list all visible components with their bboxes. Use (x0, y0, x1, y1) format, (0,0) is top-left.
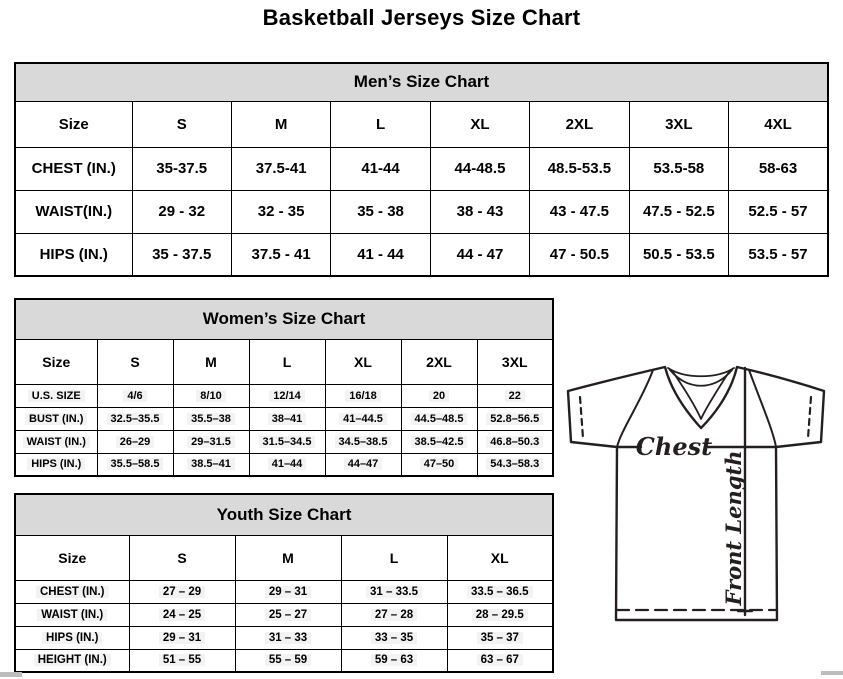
youth-chest-in-l (341, 580, 447, 603)
mens-hips-in-m (231, 233, 330, 276)
womens-label-bust-in-text: BUST (IN.) (25, 413, 87, 425)
youth-col-l-text: L (389, 549, 399, 566)
youth-hips-in-xl-text: 35 – 37 (477, 632, 523, 644)
mens-waist-in-xl (430, 190, 529, 233)
youth-col-xl-text: XL (490, 549, 509, 566)
womens-bust-in-3xl-text: 52.8–56.5 (486, 413, 543, 425)
youth-chest-in-m-text: 29 – 31 (265, 586, 311, 598)
mens-chest-in-4xl (729, 147, 828, 190)
womens-hips-in-2xl-text: 47–50 (420, 458, 459, 470)
mens-title (15, 63, 828, 101)
womens-col-size-text: Size (42, 353, 71, 370)
youth-hips-in-m (235, 626, 341, 649)
mens-row-chest-in (15, 147, 828, 190)
womens-u-s-size-2xl (401, 384, 477, 407)
womens-bust-in-l (249, 407, 325, 430)
youth-height-in-xl-text: 63 – 67 (477, 654, 523, 666)
youth-chest-in-xl-text: 33.5 – 36.5 (467, 586, 533, 598)
womens-bust-in-m (173, 407, 249, 430)
mens-label-hips-in (15, 233, 132, 276)
youth-waist-in-s (129, 603, 235, 626)
womens-col-s (97, 339, 173, 384)
womens-u-s-size-3xl-text: 22 (505, 390, 525, 402)
mens-label-waist-in-text: WAIST(IN.) (35, 203, 113, 220)
mens-label-chest-in-text: CHEST (IN.) (31, 160, 116, 177)
youth-hips-in-l-text: 33 – 35 (371, 632, 417, 644)
womens-u-s-size-m-text: 8/10 (196, 390, 225, 402)
youth-height-in-xl (447, 649, 553, 672)
youth-height-in-m-text: 55 – 59 (265, 654, 311, 666)
womens-bust-in-xl-text: 41–44.5 (339, 413, 387, 425)
mens-hips-in-3xl-text: 50.5 - 53.5 (642, 245, 715, 263)
mens-col-m-text: M (274, 115, 288, 133)
womens-waist-in-m (173, 430, 249, 453)
mens-hips-in-xl-text: 44 - 47 (456, 245, 504, 263)
mens-chest-in-xl-text: 44-48.5 (454, 160, 506, 177)
mens-hips-in-2xl (530, 233, 629, 276)
mens-waist-in-3xl (629, 190, 728, 233)
youth-title-text: Youth Size Chart (216, 504, 352, 524)
mens-chest-in-l (331, 147, 430, 190)
womens-col-m (173, 339, 249, 384)
mens-label-chest-in (15, 147, 132, 190)
youth-waist-in-s-text: 24 – 25 (159, 609, 205, 621)
womens-u-s-size-s (97, 384, 173, 407)
mens-hips-in-s-text: 35 - 37.5 (152, 245, 212, 263)
youth-label-waist-in-text: WAIST (IN.) (37, 609, 107, 621)
mens-row-waist-in (15, 190, 828, 233)
mens-col-l-text: L (375, 115, 386, 133)
youth-col-l (341, 535, 447, 580)
mens-col-s-text: S (176, 115, 187, 133)
youth-chest-in-xl (447, 580, 553, 603)
womens-hips-in-s-text: 35.5–58.5 (107, 458, 164, 470)
womens-waist-in-3xl-text: 46.8–50.3 (486, 436, 543, 448)
youth-chest-in-s-text: 27 – 29 (159, 586, 205, 598)
left-sleeve-stitch-dashes (580, 397, 583, 438)
mens-waist-in-l (331, 190, 430, 233)
womens-row-bust-in (15, 407, 553, 430)
youth-chest-in-l-text: 31 – 33.5 (366, 586, 422, 598)
womens-label-waist-in (15, 430, 97, 453)
womens-u-s-size-m (173, 384, 249, 407)
womens-waist-in-xl-text: 34.5–38.5 (335, 436, 392, 448)
youth-waist-in-m (235, 603, 341, 626)
youth-label-height-in (15, 649, 129, 672)
youth-size-table (14, 493, 554, 673)
jersey-measurement-diagram (558, 358, 840, 630)
mens-label-waist-in (15, 190, 132, 233)
mens-chest-in-3xl (629, 147, 728, 190)
mens-header-row (15, 101, 828, 147)
youth-col-size-text: Size (58, 549, 87, 566)
scrollbar-fragment-left[interactable] (0, 672, 22, 677)
mens-col-xl-text: XL (470, 115, 490, 133)
womens-waist-in-m-text: 29–31.5 (187, 436, 235, 448)
mens-hips-in-4xl-text: 53.5 - 57 (748, 245, 808, 263)
mens-hips-in-s (132, 233, 231, 276)
womens-bust-in-3xl (477, 407, 553, 430)
mens-chest-in-m-text: 37.5-41 (255, 160, 307, 177)
womens-row-u-s-size (15, 384, 553, 407)
womens-u-s-size-xl-text: 16/18 (345, 390, 381, 402)
mens-waist-in-4xl-text: 52.5 - 57 (748, 203, 808, 220)
mens-waist-in-l-text: 35 - 38 (357, 203, 404, 220)
mens-waist-in-4xl (729, 190, 828, 233)
womens-row-hips-in (15, 453, 553, 476)
mens-hips-in-m-text: 37.5 - 41 (251, 245, 311, 263)
womens-hips-in-m-text: 38.5–41 (187, 458, 235, 470)
mens-waist-in-xl-text: 38 - 43 (456, 203, 504, 220)
womens-waist-in-l (249, 430, 325, 453)
womens-bust-in-xl (325, 407, 401, 430)
mens-waist-in-2xl-text: 43 - 47.5 (549, 203, 609, 220)
mens-waist-in-m-text: 32 - 35 (257, 203, 305, 220)
mens-col-m (231, 101, 330, 147)
mens-chest-in-xl (430, 147, 529, 190)
collar-back-line (668, 368, 734, 376)
womens-bust-in-m-text: 35.5–38 (187, 413, 235, 425)
mens-label-hips-in-text: HIPS (IN.) (39, 245, 108, 263)
womens-col-3xl (477, 339, 553, 384)
womens-size-table (14, 298, 554, 477)
mens-hips-in-l-text: 41 - 44 (357, 245, 404, 263)
mens-chest-in-4xl-text: 58-63 (758, 160, 798, 177)
womens-col-2xl (401, 339, 477, 384)
youth-section-row (15, 494, 553, 535)
womens-bust-in-l-text: 38–41 (268, 413, 307, 425)
womens-col-xl-text: XL (354, 353, 372, 370)
right-armhole-seam (749, 370, 776, 447)
youth-waist-in-xl (447, 603, 553, 626)
mens-waist-in-3xl-text: 47.5 - 52.5 (642, 203, 715, 220)
womens-hips-in-s (97, 453, 173, 476)
womens-bust-in-2xl (401, 407, 477, 430)
youth-label-height-in-text: HEIGHT (IN.) (34, 654, 111, 666)
mens-section-row (15, 63, 828, 101)
youth-height-in-m (235, 649, 341, 672)
mens-col-3xl-text: 3XL (665, 115, 693, 133)
mens-chest-in-s (132, 147, 231, 190)
womens-section-row (15, 299, 553, 339)
mens-col-4xl-text: 4XL (764, 115, 792, 133)
youth-label-chest-in-text: CHEST (IN.) (36, 586, 109, 598)
womens-hips-in-2xl (401, 453, 477, 476)
mens-hips-in-2xl-text: 47 - 50.5 (549, 245, 609, 263)
womens-label-bust-in (15, 407, 97, 430)
youth-waist-in-l-text: 27 – 28 (371, 609, 417, 621)
youth-col-xl (447, 535, 553, 580)
womens-u-s-size-l-text: 12/14 (269, 390, 305, 402)
womens-label-u-s-size-text: U.S. SIZE (28, 390, 85, 402)
youth-row-height-in (15, 649, 553, 672)
womens-waist-in-xl (325, 430, 401, 453)
womens-hips-in-xl-text: 44–47 (344, 458, 383, 470)
mens-col-s (132, 101, 231, 147)
womens-u-s-size-s-text: 4/6 (123, 390, 146, 402)
mens-waist-in-s (132, 190, 231, 233)
youth-label-chest-in (15, 580, 129, 603)
mens-chest-in-s-text: 35-37.5 (156, 160, 208, 177)
youth-header-row (15, 535, 553, 580)
youth-chest-in-s (129, 580, 235, 603)
womens-col-m-text: M (205, 353, 217, 370)
womens-col-s-text: S (130, 353, 140, 370)
womens-waist-in-3xl (477, 430, 553, 453)
youth-hips-in-m-text: 31 – 33 (265, 632, 311, 644)
mens-chest-in-m (231, 147, 330, 190)
youth-label-hips-in (15, 626, 129, 649)
youth-row-waist-in (15, 603, 553, 626)
womens-col-2xl-text: 2XL (426, 353, 452, 370)
mens-hips-in-xl (430, 233, 529, 276)
youth-col-s-text: S (177, 549, 187, 566)
womens-waist-in-2xl-text: 38.5–42.5 (411, 436, 468, 448)
womens-col-l (249, 339, 325, 384)
mens-title-text: Men’s Size Chart (353, 72, 490, 92)
womens-hips-in-m (173, 453, 249, 476)
womens-title-text: Women’s Size Chart (202, 309, 366, 329)
womens-col-xl (325, 339, 401, 384)
mens-col-4xl (729, 101, 828, 147)
youth-col-m-text: M (282, 549, 294, 566)
youth-hips-in-s-text: 29 – 31 (159, 632, 205, 644)
womens-label-hips-in (15, 453, 97, 476)
youth-height-in-s (129, 649, 235, 672)
mens-col-size-text: Size (58, 115, 89, 133)
mens-col-l (331, 101, 430, 147)
chest-label: Chest (635, 432, 713, 461)
womens-label-waist-in-text: WAIST (IN.) (23, 436, 90, 448)
womens-header-row (15, 339, 553, 384)
mens-row-hips-in (15, 233, 828, 276)
womens-label-u-s-size (15, 384, 97, 407)
youth-row-hips-in (15, 626, 553, 649)
womens-hips-in-xl (325, 453, 401, 476)
womens-u-s-size-l (249, 384, 325, 407)
womens-bust-in-s (97, 407, 173, 430)
mens-chest-in-l-text: 41-44 (361, 160, 400, 177)
front-length-label: Front Length (721, 450, 746, 606)
womens-col-l-text: L (282, 353, 292, 370)
mens-waist-in-s-text: 29 - 32 (158, 203, 206, 220)
mens-hips-in-3xl (629, 233, 728, 276)
page-title: Basketball Jerseys Size Chart (262, 5, 581, 30)
womens-hips-in-l (249, 453, 325, 476)
youth-chest-in-m (235, 580, 341, 603)
mens-chest-in-2xl (530, 147, 629, 190)
womens-bust-in-2xl-text: 44.5–48.5 (411, 413, 468, 425)
mens-col-2xl-text: 2XL (565, 115, 594, 133)
right-sleeve-stitch-dashes (808, 397, 811, 438)
mens-chest-in-2xl-text: 48.5-53.5 (547, 160, 612, 177)
womens-waist-in-s (97, 430, 173, 453)
womens-u-s-size-2xl-text: 20 (429, 390, 449, 402)
youth-waist-in-xl-text: 28 – 29.5 (472, 609, 528, 621)
womens-hips-in-3xl-text: 54.3–58.3 (486, 458, 543, 470)
youth-col-s (129, 535, 235, 580)
womens-u-s-size-xl (325, 384, 401, 407)
mens-waist-in-2xl (530, 190, 629, 233)
youth-height-in-s-text: 51 – 55 (159, 654, 205, 666)
womens-label-hips-in-text: HIPS (IN.) (27, 458, 85, 470)
mens-hips-in-4xl (729, 233, 828, 276)
womens-waist-in-2xl (401, 430, 477, 453)
womens-row-waist-in (15, 430, 553, 453)
womens-bust-in-s-text: 32.5–35.5 (107, 413, 164, 425)
youth-col-size (15, 535, 129, 580)
womens-col-size (15, 339, 97, 384)
womens-u-s-size-3xl (477, 384, 553, 407)
youth-waist-in-l (341, 603, 447, 626)
mens-col-size (15, 101, 132, 147)
mens-waist-in-m (231, 190, 330, 233)
womens-waist-in-l-text: 31.5–34.5 (259, 436, 316, 448)
youth-col-m (235, 535, 341, 580)
youth-hips-in-l (341, 626, 447, 649)
mens-col-xl (430, 101, 529, 147)
youth-hips-in-s (129, 626, 235, 649)
youth-height-in-l-text: 59 – 63 (371, 654, 417, 666)
youth-title (15, 494, 553, 535)
youth-row-chest-in (15, 580, 553, 603)
mens-col-2xl (530, 101, 629, 147)
scrollbar-fragment-right[interactable] (821, 671, 843, 675)
womens-title (15, 299, 553, 339)
mens-col-3xl (629, 101, 728, 147)
youth-label-hips-in-text: HIPS (IN.) (42, 632, 102, 644)
womens-waist-in-s-text: 26–29 (116, 436, 155, 448)
youth-hips-in-xl (447, 626, 553, 649)
youth-label-waist-in (15, 603, 129, 626)
mens-size-table (14, 62, 829, 277)
womens-hips-in-l-text: 41–44 (268, 458, 307, 470)
womens-hips-in-3xl (477, 453, 553, 476)
mens-hips-in-l (331, 233, 430, 276)
mens-chest-in-3xl-text: 53.5-58 (653, 160, 705, 177)
jersey-outline (568, 367, 824, 620)
youth-waist-in-m-text: 25 – 27 (265, 609, 311, 621)
womens-col-3xl-text: 3XL (501, 353, 528, 370)
youth-height-in-l (341, 649, 447, 672)
